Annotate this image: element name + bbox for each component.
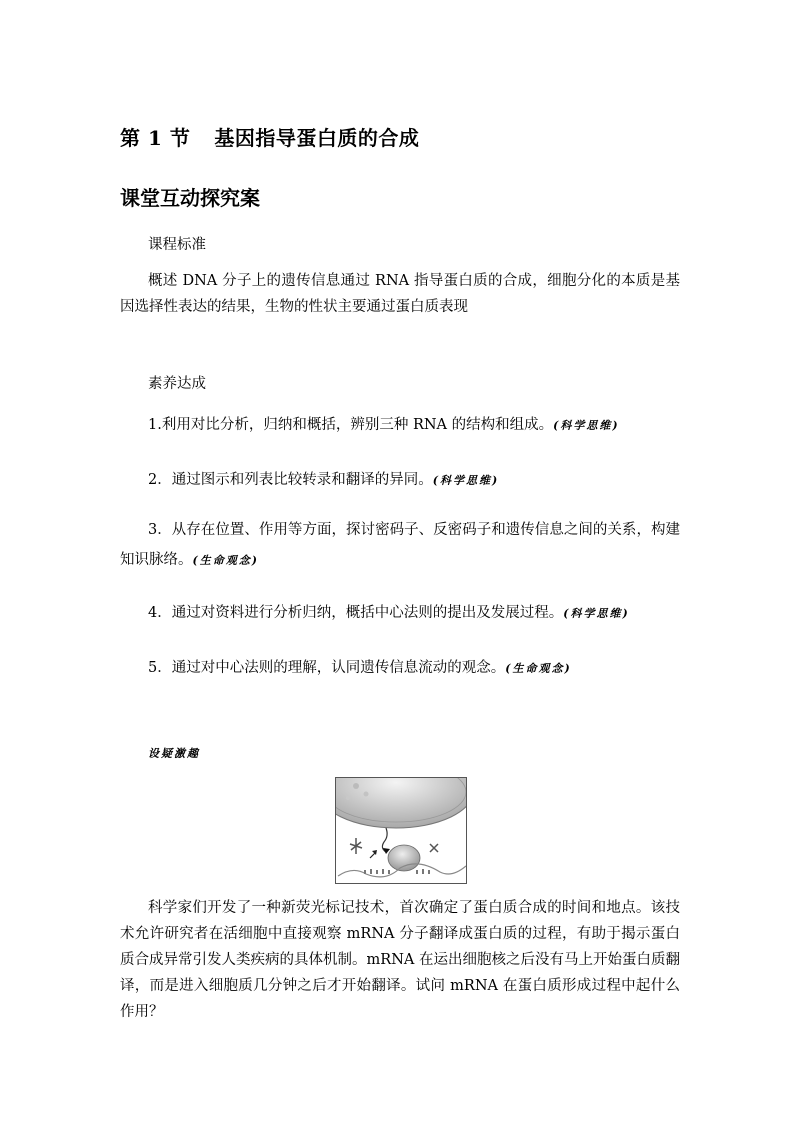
section-name: 基因指导蛋白质的合成 [214,126,420,150]
course-standard-label: 课程标准 [148,237,206,253]
intro-label: 设疑激趣 [148,747,200,760]
literacy-item-1: 1.利用对比分析，归纳和概括，辨别三种 RNA 的结构和组成。(科学思维) [148,417,620,433]
literacy-tag: (科学思维) [563,607,630,620]
literacy-tag: (生命观念) [505,662,572,675]
section-number: 第 1 节 [120,126,191,150]
cell-translation-image [336,778,466,883]
literacy-item-3: 3．从存在位置、作用等方面，探讨密码子、反密码子和遗传信息之间的关系，构建知识脉络。(生命观念) [120,522,680,568]
literacy-tag: (科学思维) [553,419,620,432]
literacy-item-2: 2．通过图示和列表比较转录和翻译的异同。(科学思维) [148,472,500,488]
section-title [120,122,419,151]
translation-illustration [335,777,467,884]
literacy-tag: (生命观念) [192,554,259,567]
page-heading: 课堂互动探究案 [120,186,260,210]
literacy-item-5: 5．通过对中心法则的理解，认同遗传信息流动的观念。(生命观念) [148,660,572,676]
literacy-tag: (科学思维) [432,474,500,487]
literacy-label: 素养达成 [148,376,206,392]
intro-paragraph: 科学家们开发了一种新荧光标记技术，首次确定了蛋白质合成的时间和地点。该技术允许研究者在活细胞中直接观察 mRNA 分子翻译成蛋白质的过程，有助于揭示蛋白质合成异常引发人类疾病的具体机制。mRNA 在运出细胞核之后没有马上开始蛋白质翻译，而是进入细胞质几分钟之后才开始翻译。试问 mRNA 在蛋白质形成过程中起什么作用？ [120,900,680,1020]
literacy-item-4: 4．通过对资料进行分析归纳，概括中心法则的提出及发展过程。(科学思维) [148,605,630,621]
course-standard-text: 概述 DNA 分子上的遗传信息通过 RNA 指导蛋白质的合成，细胞分化的本质是基因选择性表达的结果，生物的性状主要通过蛋白质表现 [120,273,680,315]
